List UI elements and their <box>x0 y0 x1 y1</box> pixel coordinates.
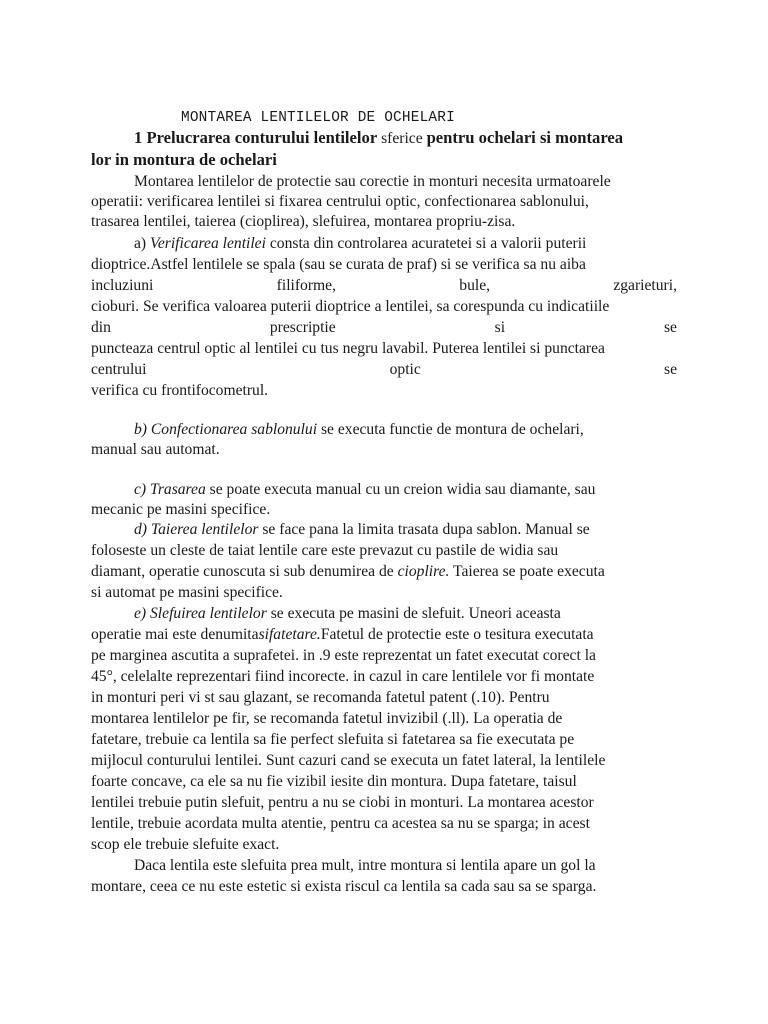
item-a-line-1 <box>134 234 586 254</box>
intro-line-2: operatii: verificarea lentilei si fixarea centrului optic, confectionarea sablonului, <box>91 193 589 210</box>
word: se <box>664 361 677 378</box>
item-c-line-2: mecanic pe masini specifice. <box>91 501 271 518</box>
item-e-line: foarte concave, ca ele sa nu fie vizibil iesite din montura. Dupa fatetare, taisul <box>91 773 577 790</box>
item-d-line-4: si automat pe masini specifice. <box>91 584 283 601</box>
intro-line-1: Montarea lentilelor de protectie sau corectie in monturi necesita urmatoarele <box>134 173 611 190</box>
item-a-line-6: puncteaza centrul optic al lentilei cu tus negru lavabil. Puterea lentilei si punctarea <box>91 340 605 357</box>
item-e-line: lentilei trebuie putin slefuit, pentru a nu se ciobi in monturi. La montarea acestor <box>91 794 594 811</box>
closing-line-1: Daca lentila este slefuita prea mult, intre montura si lentila apare un gol la <box>134 857 596 874</box>
item-a-rest: consta din controlarea acuratetei si a valorii puterii <box>269 235 587 252</box>
word: zgarieturi, <box>613 277 677 294</box>
heading-line-2: lor in montura de ochelari <box>91 150 277 169</box>
word: prescriptie <box>269 319 336 336</box>
item-d-line-1 <box>134 520 590 540</box>
item-c-term: c) Trasarea <box>134 481 206 498</box>
item-e-line-2b: Fatetul de protectie este o tesitura executata <box>320 626 594 643</box>
item-e-line: fatetare, trebuie ca lentila sa fie perfect slefuita si fatetarea sa fie executata pe <box>91 731 575 748</box>
item-c-rest: se poate executa manual cu un creion widia sau diamante, sau <box>209 481 596 498</box>
word: din <box>91 319 111 336</box>
item-d-line-3i: cioplire. <box>397 563 450 580</box>
heading-bold-b: pentru ochelari si montarea <box>426 128 624 147</box>
item-d-line-3 <box>91 562 605 582</box>
heading-normal: sferice <box>381 130 423 147</box>
document-title: MONTAREA LENTILELOR DE OCHELARI <box>181 110 455 126</box>
word: bule, <box>459 277 491 294</box>
item-e-line: montarea lentilelor pe fir, se recomanda fatetul invizibil (.ll). La operatia de <box>91 710 563 727</box>
item-a-line-5 <box>91 318 677 338</box>
item-e-line: scop ele trebuie slefuite exact. <box>91 836 280 853</box>
item-a-line-7 <box>91 360 677 380</box>
closing-line-2: montare, ceea ce nu este estetic si exista riscul ca lentila sa cada sau sa se sparga. <box>91 878 597 895</box>
word: si <box>494 319 506 336</box>
item-e-line-2 <box>91 625 594 645</box>
item-a-term: Verificarea lentilei <box>150 235 266 252</box>
item-a-line-4: cioburi. Se verifica valoarea puterii dioptrice a lentilei, sa corespunda cu indicatiile <box>91 298 610 315</box>
item-d-line-3b: Taierea se poate executa <box>453 563 605 580</box>
item-e-line: 45°, celelalte reprezentari fiind incorecte. in cazul in care lentilele vor fi montate <box>91 668 595 685</box>
item-e-line-2a: operatie mai este denumita <box>91 626 259 643</box>
item-e-line-1 <box>134 604 561 624</box>
item-a-marker: a) <box>134 235 147 252</box>
item-b-rest: se executa functie de montura de ochelari, <box>320 421 584 438</box>
item-a-line-8: verifica cu frontifocometrul. <box>91 382 269 399</box>
section-heading <box>134 128 623 149</box>
heading-bold-a: 1 Prelucrarea conturului lentilelor <box>134 128 378 147</box>
item-e-line-2i: sifatetare. <box>258 626 321 643</box>
item-e-rest: se executa pe masini de slefuit. Uneori aceasta <box>270 605 561 622</box>
item-d-line-3a: diamant, operatie cunoscuta si sub denumirea de <box>91 563 394 580</box>
item-e-line: pe marginea ascutita a suprafetei. in .9 este reprezentat un fatet executat corect la <box>91 647 596 664</box>
word: se <box>663 319 677 336</box>
item-d-rest: se face pana la limita trasata dupa sablon. Manual se <box>262 521 590 538</box>
intro-line-3: trasarea lentilei, taierea (cioplirea), slefuirea, montarea propriu-zisa. <box>91 213 516 230</box>
word: filiforme, <box>276 277 336 294</box>
item-d-line-2: foloseste un cleste de taiat lentile care este prevazut cu pastile de widia sau <box>91 542 559 559</box>
word: optic <box>389 361 421 378</box>
item-b-line-2: manual sau automat. <box>91 441 220 458</box>
item-e-term: e) Slefuirea lentilelor <box>134 605 267 622</box>
item-e-line: lentile, trebuie acordata multa atentie, pentru ca acestea sa nu se sparga; in acest <box>91 815 590 832</box>
item-b-term: b) Confectionarea sablonului <box>134 421 318 438</box>
item-e-line: in monturi peri vi st sau glazant, se recomanda fatetul patent (.10). Pentru <box>91 689 550 706</box>
item-c-line-1 <box>134 480 595 500</box>
item-a-line-2: dioptrice.Astfel lentilele se spala (sau se curata de praf) si se verifica sa nu aiba <box>91 256 586 273</box>
item-e-line: mijlocul conturului lentilei. Sunt cazuri cand se executa un fatet lateral, la lentilele <box>91 752 606 769</box>
word: incluziuni <box>91 277 154 294</box>
item-a-line-3 <box>91 276 677 296</box>
item-d-term: d) Taierea lentilelor <box>134 521 259 538</box>
word: centrului <box>91 361 147 378</box>
item-b-line-1 <box>134 420 584 440</box>
